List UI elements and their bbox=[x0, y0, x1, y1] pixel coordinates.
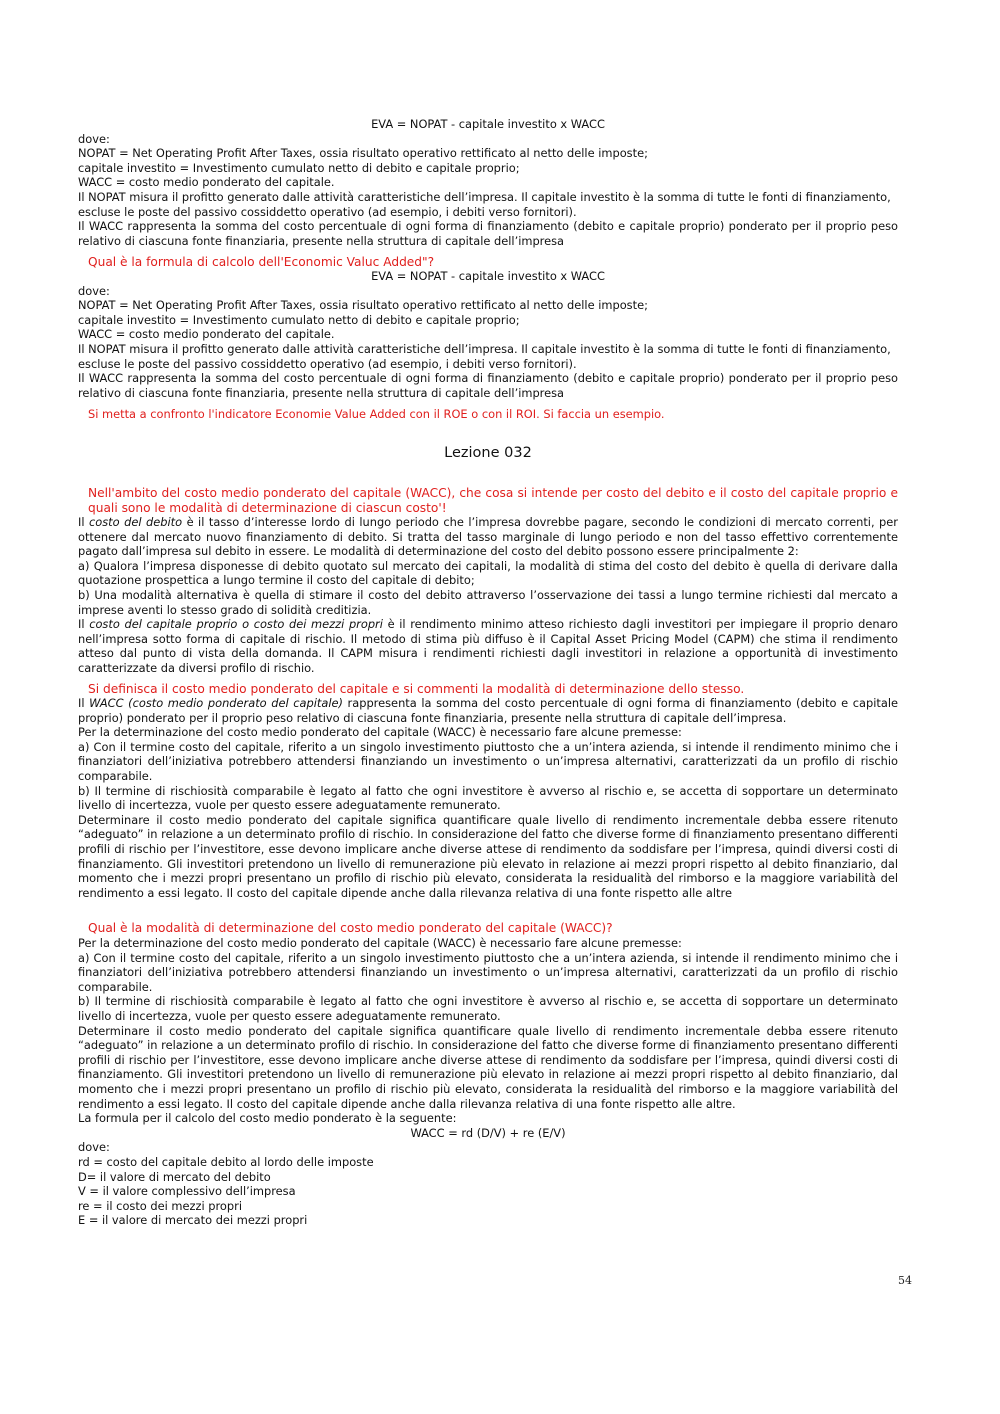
eva-answer-block bbox=[78, 269, 898, 400]
premessa-a: a) Con il termine costo del capitale, riferito a un singolo investimento piuttosto che a un’intera azienda, si intende il rendimento minimo che i finanziatori dell’iniziativa potrebbero attendersi finanziando un investimento o un’impresa alternativi, caratterizzati da un profilo di rischio comparabile. bbox=[78, 739, 898, 783]
text-run: è il rendimento minimo atteso richiesto dagli investitori per impiegare il proprio denaro nell’impresa sotto forma di capitale di rischio. Il metodo di stima più diffuso è il Capital Asset Pricing Model (CAPM) che stima il rendimento atteso dal punto di vista della domanda. Il CAPM misura i rendimenti richiesti dagli investitori in relazione a opportunità di investimento caratterizzate da diversi profilo di rischio. bbox=[78, 617, 898, 675]
dove-label: dove: bbox=[78, 131, 110, 146]
emphasis-cost-of-equity: costo del capitale proprio o costo dei mezzi propri bbox=[89, 617, 383, 632]
question-eva-vs-roe: Si metta a confronto l'indicatore Economie Value Added con il ROE o con il ROI. Si faccia un esempio. bbox=[88, 407, 665, 421]
cost-of-debt-paragraph bbox=[78, 515, 898, 559]
premesse-intro: Per la determinazione del costo medio ponderato del capitale (WACC) è necessario fare alcune premesse: bbox=[78, 936, 682, 950]
capitale-investito-definition: capitale investito = Investimento cumulato netto di debito e capitale proprio; bbox=[78, 312, 520, 327]
lesson-title: Lezione 032 bbox=[444, 445, 532, 461]
text-run: Il bbox=[78, 515, 90, 529]
premessa-b: b) Il termine di rischiosità comparabile è legato al fatto che ogni investitore è avverso al rischio e, se accetta di sopportare un determinato livello di incertezza, vuole per questo essere adeguatamente remunerato. bbox=[78, 994, 898, 1023]
d-definition: D= il valore di mercato del debito bbox=[78, 1169, 271, 1184]
eva-formula: EVA = NOPAT - capitale investito x WACC bbox=[371, 117, 605, 131]
premessa-b: b) Il termine di rischiosità comparabile è legato al fatto che ogni investitore è avverso al rischio e, se accetta di sopportare un determinato livello di incertezza, vuole per questo essere adeguatamente remunerato. bbox=[78, 783, 898, 813]
question-eva-formula: Qual è la formula di calcolo dell'Economic Valuc Added"? bbox=[88, 255, 435, 269]
method-a: a) Qualora l’impresa disponesse di debito quotato sul mercato dei capitali, la modalità di stima del costo del debito è quella di derivare dalla quotazione prospettica a lungo termine il costo del capitale di debito; bbox=[78, 558, 898, 588]
wacc-determination-paragraph: Determinare il costo medio ponderato del capitale significa quantificare quale livello di rendimento incrementale debba essere ritenuto “adeguato” in relazione a un determinato profilo di rischio. In considerazione del fatto che diverse forme di finanziamento presentano differenti profili di rischio per l’investitore, esse devono implicare anche diverse attese di rendimento da soddisfare per l’impresa, quindi diversi costi di finanziamento. Gli investitori pretendono un livello di remunerazione più elevato in relazione ai mezzi propri rispetto al debito finanziario, dal momento che i mezzi propri presentano un profilo di rischio più elevato, considerata la residualità del rimborso e la maggiore variabilità del rendimento a essi legato. Il costo del capitale dipende anche dalla rilevanza relativa di una fonte rispetto alle altre bbox=[78, 812, 898, 900]
wacc-explanation: Il WACC rappresenta la somma del costo percentuale di ogni forma di finanziamento (debito e capitale proprio) ponderato per il proprio peso relativo di ciascuna fonte finanziaria, presente nella struttura di capitale dell’impresa bbox=[78, 371, 898, 400]
wacc-explanation: Il WACC rappresenta la somma del costo percentuale di ogni forma di finanziamento (debito e capitale proprio) ponderato per il proprio peso relativo di ciascuna fonte finanziaria, presente nella struttura di capitale dell’impresa bbox=[78, 219, 898, 248]
question-wacc-determination: Qual è la modalità di determinazione del costo medio ponderato del capitale (WACC)? bbox=[88, 921, 613, 935]
v-definition: V = il valore complessivo dell’impresa bbox=[78, 1184, 296, 1199]
text-run: Il bbox=[78, 696, 90, 710]
wacc-definition: WACC = costo medio ponderato del capitale. bbox=[78, 327, 335, 342]
wacc-determination-paragraph: Determinare il costo medio ponderato del capitale significa quantificare quale livello di rendimento incrementale debba essere ritenuto “adeguato” in relazione a un determinato profilo di rischio. In considerazione del fatto che diverse forme di finanziamento presentano differenti profili di rischio per l’investitore, esse devono implicare anche diverse attese di rendimento da soddisfare per l’impresa, quindi diversi costi di finanziamento. Gli investitori pretendono un livello di remunerazione più elevato in relazione ai mezzi propri rispetto al debito finanziario, dal momento che i mezzi propri presentano un profilo di rischio più elevato, considerata la residualità del rimborso e la maggiore variabilità del rendimento a essi legato. Il costo del capitale dipende anche dalla rilevanza relativa di una fonte rispetto alle altre. bbox=[78, 1023, 898, 1111]
question-cost-of-debt-equity: Nell'ambito del costo medio ponderato del capitale (WACC), che cosa si intende per costo del debito e il costo del capitale proprio e quali sono le modalità di determinazione di ciascun costo'! bbox=[88, 486, 898, 515]
method-b: b) Una modalità alternativa è quella di stimare il costo del debito attraverso l’osservazione dei tassi a lungo termine richiesti dal mercato a imprese aventi lo stesso grado di solidità creditizia. bbox=[78, 587, 898, 617]
wacc-paragraph bbox=[78, 696, 898, 725]
nopat-definition: NOPAT = Net Operating Profit After Taxes, ossia risultato operativo rettificato al netto delle imposte; bbox=[78, 298, 648, 313]
formula-intro: La formula per il calcolo del costo medio ponderato è la seguente: bbox=[78, 1111, 457, 1126]
dove-label: dove: bbox=[78, 1140, 110, 1155]
emphasis-cost-of-debt: costo del debito bbox=[89, 515, 183, 529]
text-run: rappresenta la somma del costo percentuale di ogni forma di finanziamento (debito e capitale proprio) ponderato per il proprio peso relativo di ciascuna fonte finanziaria, presente nella struttura di capitale dell’impresa. bbox=[78, 696, 899, 725]
cost-of-debt-answer bbox=[78, 515, 898, 676]
premesse-intro: Per la determinazione del costo medio ponderato del capitale (WACC) è necessario fare alcune premesse: bbox=[78, 725, 682, 740]
eva-formula: EVA = NOPAT - capitale investito x WACC bbox=[371, 269, 605, 283]
wacc-definition: WACC = costo medio ponderato del capitale. bbox=[78, 175, 335, 190]
e-definition: E = il valore di mercato dei mezzi propri bbox=[78, 1213, 308, 1228]
emphasis-wacc: WACC (costo medio ponderato del capitale) bbox=[89, 696, 343, 710]
text-run: è il tasso d’interesse lordo di lungo periodo che l’impresa dovrebbe pagare, secondo le condizioni di mercato correnti, per ottenere dal mercato nuovo finanziamento di debito. Si tratta del tasso marginale di lungo periodo e non del tasso effettivo correntemente pagato dall’impresa sul debito in essere. Le modalità di determinazione del costo del debito possono essere principalmente 2: bbox=[78, 515, 898, 559]
question-wacc-definition: Si definisca il costo medio ponderato del capitale e si commenti la modalità di determinazione dello stesso. bbox=[88, 682, 745, 696]
premessa-a: a) Con il termine costo del capitale, riferito a un singolo investimento piuttosto che a un’intera azienda, si intende il rendimento minimo che i finanziatori dell’iniziativa potrebbero attendersi finanziando un investimento o un’impresa alternativi, caratterizzati da un profilo di rischio comparabile. bbox=[78, 950, 898, 994]
cost-of-equity-paragraph bbox=[78, 617, 898, 675]
re-definition: re = il costo dei mezzi propri bbox=[78, 1198, 242, 1213]
wacc-formula: WACC = rd (D/V) + re (E/V) bbox=[410, 1125, 566, 1140]
nopat-explanation: Il NOPAT misura il profitto generato dalle attività caratteristiche dell’impresa. Il capitale investito è la somma di tutte le fonti di finanziamento, escluse le poste del passivo cossiddetto operativo (ad esempio, i debiti verso fornitori). bbox=[78, 341, 891, 371]
page-number: 54 bbox=[898, 1274, 912, 1287]
wacc-determination-answer bbox=[78, 936, 898, 1228]
nopat-definition: NOPAT = Net Operating Profit After Taxes, ossia risultato operativo rettificato al netto delle imposte; bbox=[78, 146, 648, 161]
text-run: Il bbox=[78, 617, 90, 632]
capitale-investito-definition: capitale investito = Investimento cumulato netto di debito e capitale proprio; bbox=[78, 160, 520, 175]
dove-label: dove: bbox=[78, 283, 110, 298]
eva-definition-block bbox=[78, 117, 898, 248]
rd-definition: rd = costo del capitale debito al lordo delle imposte bbox=[78, 1154, 374, 1169]
nopat-explanation: Il NOPAT misura il profitto generato dalle attività caratteristiche dell’impresa. Il capitale investito è la somma di tutte le fonti di finanziamento, escluse le poste del passivo cossiddetto operativo (ad esempio, i debiti verso fornitori). bbox=[78, 189, 891, 219]
wacc-definition-answer bbox=[78, 696, 898, 900]
